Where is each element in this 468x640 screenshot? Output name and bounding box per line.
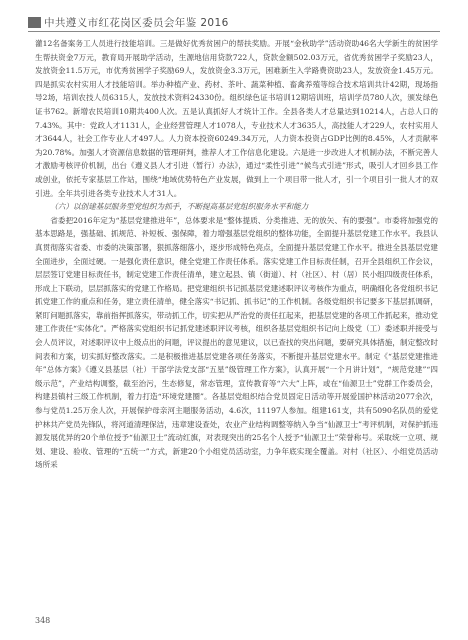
page-header xyxy=(28,14,440,30)
section-heading: （六）以创建基层服务型党组织为抓手，不断提高基层党组织服务水平和能力 xyxy=(50,202,309,212)
body-text xyxy=(35,37,438,612)
paragraph: 灌12名备案务工人员进行技能培训。三是做好优秀贫困户的帮扶奖励。开展“金秋助学”活动资助46名大学新生的贫困学生帮扶资金7万元，教育局开展助学活动，生源地信用贷款722人，贷款金额502.03万元，省优秀贫困学子奖励23人，发放资金11.5万元，市优秀贫困学子奖励69人，发放资金3.3万元，困难新生入学路费资助23人，发放资金1.45万元。四是抓实农村实用人才技能培训。举办种植产业、药材、茶叶、蔬菜种植、畜禽养殖等综合技术培训共计42期，现场指导2场，培训农技人员6315人，发放技术资料24330份。组织绿色证书培训12期培训班，培训学员780人次，颁发绿色证书762。新增农民培训10期共400人次。五是认真抓好人才统计工作。全县各类人才总量达到10214人，占总人口的7.43%。其中：党政人才1131人，企业经营管理人才1078人，专业技术人才3635人，高技能人才229人，农村实用人才3644人，社会工作专业人才497人。人力资本投资60249.34万元，人力资本投资占GDP比例的8.45%，人才贡献率为20.78%。加强人才资源信息数据的管理研判，推荐人才工作信息化建设。六是进一步改进人才机制办法，不断完善人才激励考核评价机制，出台《遵义县人才引进（暂行）办法》，通过“柔性引进”“候鸟式引进”形式，吸引人才回乡县工作或创业，依托专家基层工作站，围绕“地域优势特色产业发展，做到上一个项目带一批人才，引一个项目引一批人才的双引进。全年共引进各类专业技术人才31人。 xyxy=(35,39,438,198)
header-bar-icon xyxy=(28,17,41,28)
page-header-title: 中共遵义市红花岗区委员会年鉴 2016 xyxy=(44,16,229,29)
header-divider xyxy=(28,31,440,32)
paragraph: 省委把2016年定为“基层党建推进年”，总体要求是“整体提质、分类推进、无的放矢、有的要强”。市委将加强党的基本思路是，强基础、抓规范、补短板、强保障，着力增强基层党组织的整体功能，全面提升基层党建工作水平。我县认真贯彻落实省委、市委的决策部署，狠抓落细落小，逐步形成特色亮点，全面提升基层党建工作水平。推进全县基层党建全面进步，全面过硬。一是强化责任意识，健全党建工作责任体系。落实党建工作目标责任制，召开全县组织工作会议，层层签订党建目标责任书，制定党建工作责任清单，建立起县、镇（街道）、村（社区）、村（居）民小组四级责任体系，形成上下联动，层层抓落实的党建工作格局。把党建组织书记抓基层党建述职评议考核作为重点，明确细化各党组织书记抓党建工作的重点和任务，建立责任清单，健全落实“书记抓、抓书记”的工作机制。各级党组织书记要多下基层抓调研，紧盯问题抓落实，靠前指挥抓落实，带动抓工作，切实把从严治党的责任扛起来，把基层党建的各项工作抓起来，推动党建工作责任“实体化”。严格落实党组织书记抓党建述职评议考核，组织各基层党组织书记向上级党（工）委述职并接受与会人员评议，对述职评议中上级点出的问题，评议提出的意见建议，以已查找的突出问题，要研究具体措施，制定整改时间表和方案，切实抓好整改落实。二是积极推进基层党建各项任务落实，不断提升基层党建水平。制定《“基层党建推进年”总体方案》《遵义县基层（社）干部学法党支部“五星”级管理工作方案》，认真开展“一个月讲计划”，“规范党建”“四级示范”，产业结构调整，截至治污，生态修复，常态管理，宣传教育等“六大”上阵，或在“仙源卫士”党群工作委员会，构建县镇村三级工作机制，着力打造“环境党建圈”。各基层党组织结合党员固定日活动等开展爱国护林活动2077余次，参与党员1.25万余人次，开展保护母亲河主题服务活动，4.6次，11197人参加。组建161支，共有5090名队员的爱党护林共产党员先锋队，将河道清理保洁，违章建设查处，农业产业结构调整等纳入争当“仙源卫士”考评机制，对保护抓违源发展优异的20个单位授予“仙源卫士”流动红旗，对表现突出的25名个人授予“仙源卫士”荣誉称号。采取统一立项、规划、建设、验收、管理的“五统一”方式，新建20个小组党员活动室，力争年底实现全覆盖。对村（社区）、小组党员活动场所采 xyxy=(35,215,438,470)
page-number: 348 xyxy=(35,616,51,625)
